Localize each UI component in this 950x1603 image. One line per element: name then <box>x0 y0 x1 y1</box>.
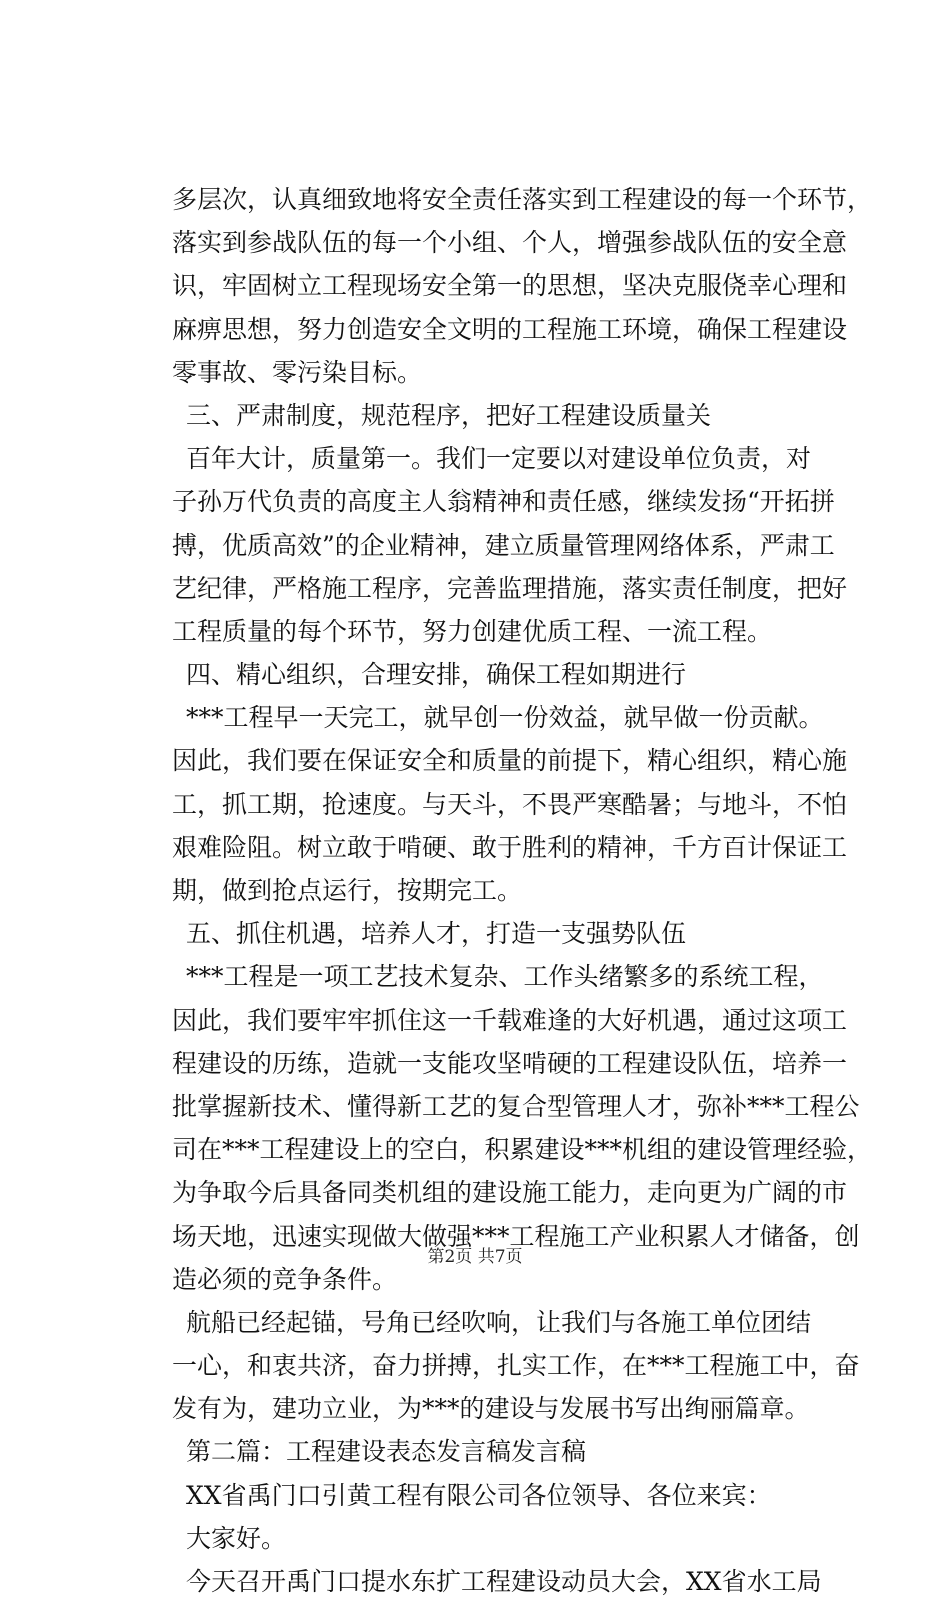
text-line: 搏，优质高效”的企业精神，建立质量管理网络体系，严肃工 <box>172 530 835 560</box>
document-body <box>172 178 873 1603</box>
text-line: 第二篇：工程建设表态发言稿发言稿 <box>186 1437 587 1467</box>
text-line: 一心，和衷共济，奋力拼搏，扎实工作，在***工程施工中，奋 <box>172 1351 860 1381</box>
text-line: 识，牢固树立工程现场安全第一的思想，坚决克服侥幸心理和 <box>172 271 848 301</box>
text-line: 麻痹思想，努力创造安全文明的工程施工环境，确保工程建设 <box>172 314 848 344</box>
text-line: 因此，我们要牢牢抓住这一千载难逢的大好机遇，通过这项工 <box>172 1005 848 1035</box>
text-line: 落实到参战队伍的每一个小组、个人，增强参战队伍的安全意 <box>172 228 848 258</box>
text-line: 百年大计，质量第一。我们一定要以对建设单位负责，对 <box>186 444 812 474</box>
text-line: 三、严肃制度，规范程序，把好工程建设质量关 <box>186 400 712 430</box>
text-line: 因此，我们要在保证安全和质量的前提下，精心组织，精心施 <box>172 746 848 776</box>
text-line: 批掌握新技术、懂得新工艺的复合型管理人才，弥补***工程公 <box>172 1091 860 1121</box>
text-line: 期，做到抢点运行，按期完工。 <box>172 876 523 905</box>
text-line: 程建设的历练，造就一支能攻坚啃硬的工程建设队伍，培养一 <box>172 1048 848 1078</box>
text-line: 司在***工程建设上的空白，积累建设***机组的建设管理经验， <box>172 1135 873 1165</box>
text-line: ***工程是一项工艺技术复杂、工作头绪繁多的系统工程， <box>186 962 824 992</box>
text-line: 大家好。 <box>186 1523 287 1553</box>
text-line: 为争取今后具备同类机组的建设施工能力，走向更为广阔的市 <box>172 1178 848 1208</box>
text-line: XX省禹门口引黄工程有限公司各位领导、各位来宾： <box>186 1480 772 1510</box>
text-line: 今天召开禹门口提水东扩工程建设动员大会，XX省水工局 <box>186 1567 822 1596</box>
text-line: 航船已经起锚，号角已经吹响，让我们与各施工单位团结 <box>186 1307 812 1337</box>
text-line: 工，抓工期，抢速度。与天斗，不畏严寒酷暑；与地斗，不怕 <box>172 789 848 819</box>
text-line: 造必须的竞争条件。 <box>172 1264 398 1294</box>
text-line: 艺纪律，严格施工程序，完善监理措施，落实责任制度，把好 <box>172 573 848 603</box>
text-line: 发有为，建功立业，为***的建设与发展书写出绚丽篇章。 <box>172 1394 810 1424</box>
text-line: 四、精心组织，合理安排，确保工程如期进行 <box>186 660 687 690</box>
text-line: 场天地，迅速实现做大做强***工程施工产业积累人才储备，创 <box>172 1221 860 1251</box>
text-line: 多层次，认真细致地将安全责任落实到工程建设的每一个环节， <box>172 185 873 214</box>
text-line: 子孙万代负责的高度主人翁精神和责任感，继续发扬“开拓拼 <box>172 487 835 517</box>
text-line: 五、抓住机遇，培养人才，打造一支强势队伍 <box>186 919 687 949</box>
text-line: 工程质量的每个环节，努力创建优质工程、一流工程。 <box>172 616 773 646</box>
text-line: ***工程早一天完工，就早创一份效益，就早做一份贡献。 <box>186 703 824 733</box>
text-line: 艰难险阻。树立敢于啃硬、敢于胜利的精神，千方百计保证工 <box>172 832 848 862</box>
page-footer: 第2页 共7页 <box>427 1247 523 1267</box>
text-line: 零事故、零污染目标。 <box>172 357 423 387</box>
